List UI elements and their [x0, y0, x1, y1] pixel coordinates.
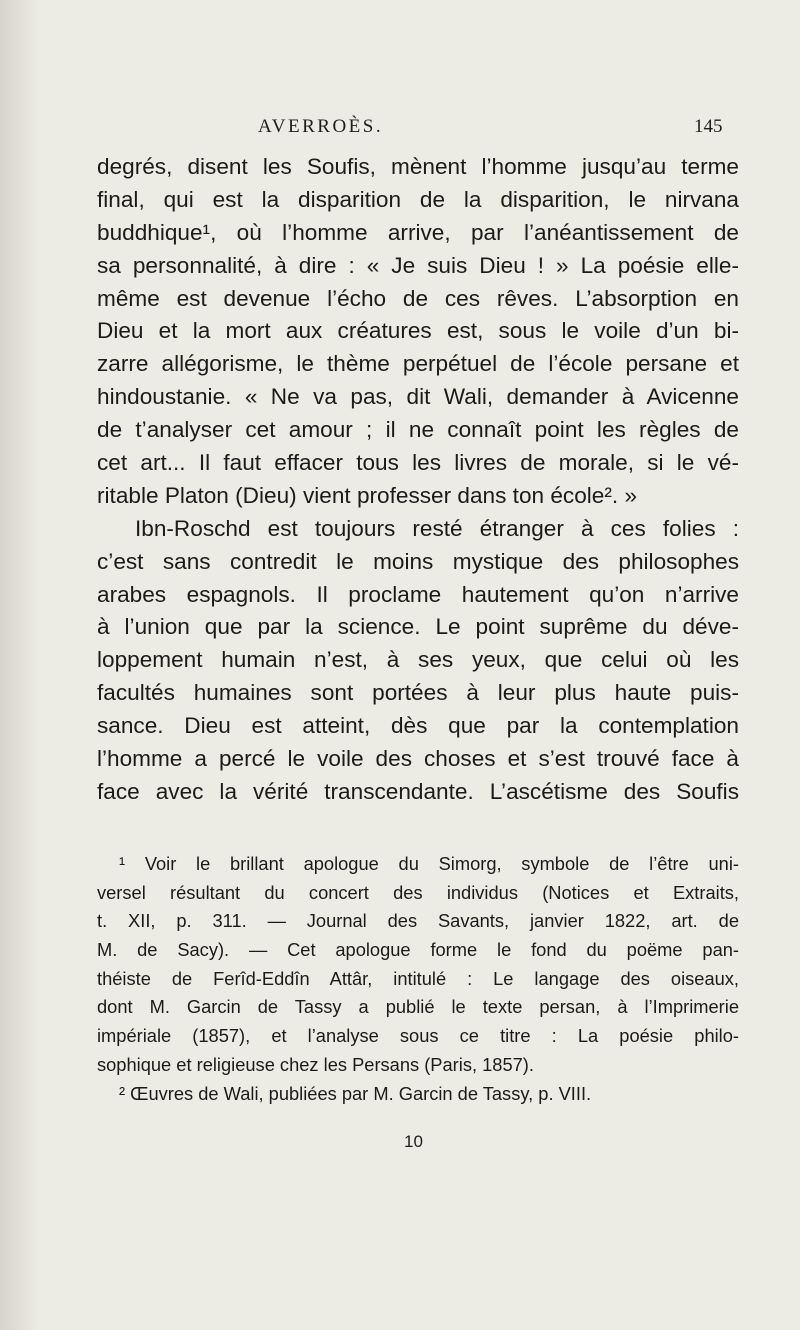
printer-signature: 10 — [404, 1132, 423, 1151]
body-line: Ibn-Roschd est toujours resté étranger à ces folies : — [135, 515, 739, 541]
body-line: zarre allégorisme, le thème perpétuel de l’école persane et — [97, 351, 739, 377]
body-line: final, qui est la disparition de la disparition, le nirvana — [97, 186, 739, 212]
body-line: face avec la vérité transcendante. L’ascétisme des Soufis — [97, 778, 739, 804]
body-line: même est devenue l’écho de ces rêves. L’absorption en — [97, 285, 739, 311]
footnote-line: ¹ Voir le brillant apologue du Simorg, symbole de l’être uni- — [119, 853, 739, 874]
footnote-line: ² Œuvres de Wali, publiées par M. Garcin de Tassy, p. VIII. — [119, 1082, 592, 1104]
body-line: l’homme a percé le voile des choses et s’est trouvé face à — [97, 746, 739, 772]
footnote-line: dont M. Garcin de Tassy a publié le texte persan, à l’Imprimerie — [97, 996, 739, 1018]
body-line: c’est sans contredit le moins mystique des philosophes — [97, 548, 739, 574]
page-edge-shadow — [0, 0, 40, 1330]
footnote-line: M. de Sacy). — Cet apologue forme le fond du poëme pan- — [97, 939, 739, 961]
footnote-line: sophique et religieuse chez les Persans (Paris, 1857). — [97, 1053, 534, 1075]
body-line: loppement humain n’est, à ses yeux, que celui où les — [97, 647, 739, 673]
body-line: sa personnalité, à dire : « Je suis Dieu ! » La poésie elle- — [97, 252, 739, 278]
body-line: de t’analyser cet amour ; il ne connaît point les règles de — [97, 417, 739, 443]
body-line: cet art... Il faut effacer tous les livres de morale, si le vé- — [97, 450, 739, 476]
body-line: ritable Platon (Dieu) vient professer dans ton école². » — [97, 482, 638, 508]
footnote-line: impériale (1857), et l’analyse sous ce titre : La poésie philo- — [97, 1025, 739, 1047]
body-line: degrés, disent les Soufis, mènent l’homme jusqu’au terme — [97, 154, 739, 179]
body-text — [97, 151, 739, 809]
body-line: hindoustanie. « Ne va pas, dit Wali, demander à Avicenne — [97, 384, 739, 410]
running-title: AVERROÈS. — [258, 116, 384, 137]
body-line: arabes espagnols. Il proclame hautement qu’on n’arrive — [97, 581, 739, 607]
body-line: sance. Dieu est atteint, dès que par la contemplation — [97, 713, 739, 739]
footnote-line: versel résultant du concert des individus (Notices et Extraits, — [97, 881, 739, 903]
running-head — [0, 116, 800, 140]
footnote-line: théiste de Ferîd-Eddîn Attâr, intitulé : Le langage des oiseaux, — [97, 967, 739, 989]
body-line: Dieu et la mort aux créatures est, sous le voile d’un bi- — [97, 318, 739, 344]
footnotes — [97, 850, 739, 1108]
page-number: 145 — [694, 116, 723, 137]
body-line: à l’union que par la science. Le point suprême du déve- — [97, 614, 739, 640]
body-line: buddhique¹, où l’homme arrive, par l’anéantissement de — [97, 219, 739, 245]
body-line: facultés humaines sont portées à leur plus haute puis- — [97, 680, 739, 706]
footnote-line: t. XII, p. 311. — Journal des Savants, janvier 1822, art. de — [97, 910, 739, 932]
